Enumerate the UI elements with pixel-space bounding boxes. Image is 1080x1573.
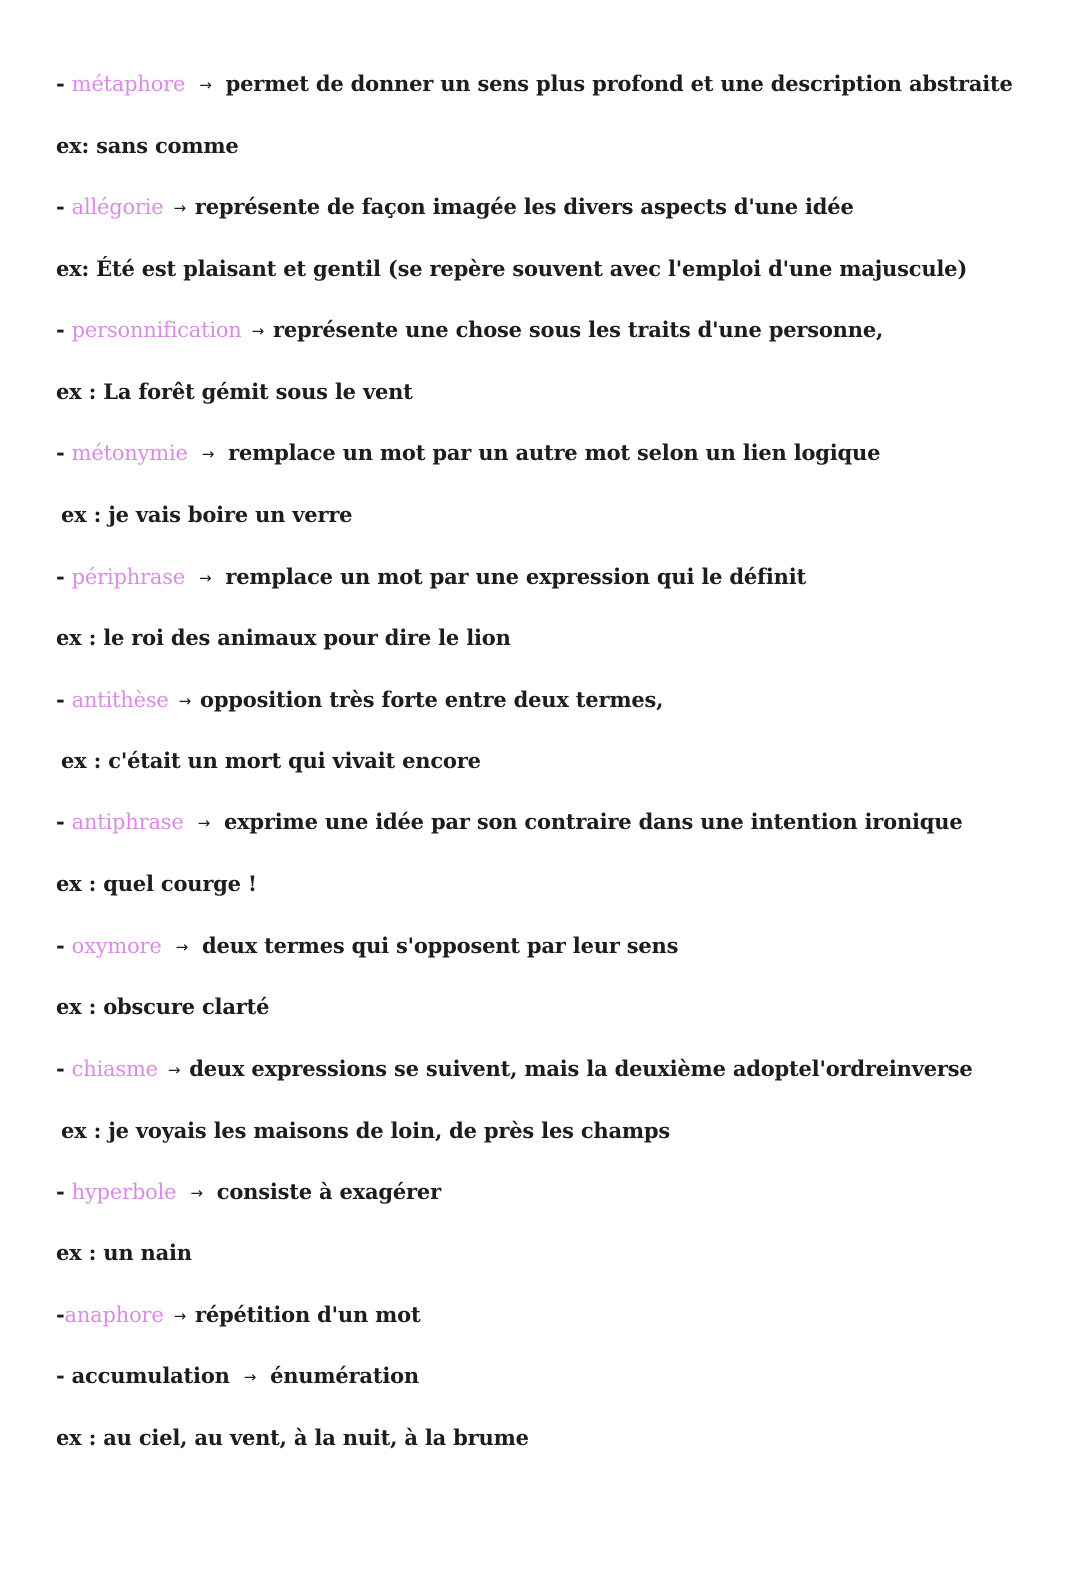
definition-antithese: - antithèse → opposition très forte entre deux termes, <box>56 685 663 716</box>
example-periphrase: ex : le roi des animaux pour dire le lion <box>56 625 511 650</box>
definition-anaphore: -anaphore → répétition d'un mot <box>56 1300 420 1331</box>
definition-text: consiste à exagérer <box>216 1179 441 1204</box>
example-hyperbole: ex : un nain <box>56 1240 192 1265</box>
term-antithese: antithèse <box>71 688 169 712</box>
definition-text: représente de façon imagée les divers aspects d'une idée <box>194 194 854 219</box>
definition-oxymore: - oxymore → deux termes qui s'opposent par leur sens <box>56 931 678 962</box>
arrow-right-icon: → <box>199 76 212 94</box>
definition-text: remplace un mot par un autre mot selon un lien logique <box>228 440 881 465</box>
term-metaphore: métaphore <box>71 72 186 96</box>
definition-text: deux termes qui s'opposent par leur sens <box>202 933 679 958</box>
example-antiphrase: ex : quel courge ! <box>56 871 257 896</box>
definition-text: deux expressions se suivent, mais la deuxième adoptel'ordreinverse <box>189 1056 973 1081</box>
example-antithese: ex : c'était un mort qui vivait encore <box>61 748 481 773</box>
example-personnification: ex : La forêt gémit sous le vent <box>56 379 413 404</box>
definition-text: remplace un mot par une expression qui le définit <box>225 564 806 589</box>
definition-text: permet de donner un sens plus profond et une description abstraite <box>225 71 1013 96</box>
arrow-right-icon: → <box>201 445 215 463</box>
example-accumulation: ex : au ciel, au vent, à la nuit, à la brume <box>56 1425 529 1450</box>
definition-metaphore: - métaphore → permet de donner un sens plus profond et une description abstraite <box>56 69 1013 100</box>
definition-text: exprime une idée par son contraire dans une intention ironique <box>223 809 963 834</box>
term-anaphore: anaphore <box>64 1303 164 1327</box>
term-chiasme: chiasme <box>71 1057 158 1081</box>
definition-text: opposition très forte entre deux termes, <box>200 687 664 712</box>
arrow-right-icon: → <box>251 322 265 340</box>
arrow-right-icon: → <box>197 814 210 832</box>
example-chiasme: ex : je voyais les maisons de loin, de près les champs <box>61 1118 671 1143</box>
example-oxymore: ex : obscure clarté <box>56 994 270 1019</box>
definition-hyperbole: - hyperbole → consiste à exagérer <box>56 1177 441 1208</box>
example-metonymie: ex : je vais boire un verre <box>61 502 353 527</box>
arrow-right-icon: → <box>243 1368 257 1386</box>
definition-text: répétition d'un mot <box>194 1302 421 1327</box>
term-antiphrase: antiphrase <box>71 810 184 834</box>
example-allegorie: ex: Été est plaisant et gentil (se repère souvent avec l'emploi d'une majuscule) <box>56 256 968 281</box>
example-metaphore: ex: sans comme <box>56 133 239 158</box>
term-hyperbole: hyperbole <box>71 1180 177 1204</box>
definition-allegorie: - allégorie → représente de façon imagée les divers aspects d'une idée <box>56 192 854 223</box>
definition-antiphrase: - antiphrase → exprime une idée par son contraire dans une intention ironique <box>56 807 963 838</box>
term-oxymore: oxymore <box>71 934 162 958</box>
definition-periphrase: - périphrase → remplace un mot par une expression qui le définit <box>56 562 806 593</box>
definition-text: énumération <box>270 1363 419 1388</box>
arrow-right-icon: → <box>175 938 188 956</box>
term-periphrase: périphrase <box>71 565 185 589</box>
definition-personnification: - personnification → représente une chose sous les traits d'une personne, <box>56 315 883 346</box>
term-accumulation: - accumulation <box>56 1363 230 1388</box>
term-allegorie: allégorie <box>71 195 164 219</box>
arrow-right-icon: → <box>167 1061 181 1079</box>
term-personnification: personnification <box>71 318 242 342</box>
definition-metonymie: - métonymie → remplace un mot par un autre mot selon un lien logique <box>56 438 880 469</box>
definition-accumulation <box>56 1361 419 1392</box>
arrow-right-icon: → <box>199 569 212 587</box>
arrow-right-icon: → <box>173 1307 186 1325</box>
arrow-right-icon: → <box>178 692 192 710</box>
arrow-right-icon: → <box>173 199 186 217</box>
definition-text: représente une chose sous les traits d'une personne, <box>273 317 884 342</box>
definition-chiasme: - chiasme → deux expressions se suivent, mais la deuxième adoptel'ordreinverse <box>56 1054 973 1085</box>
term-metonymie: métonymie <box>71 441 188 465</box>
arrow-right-icon: → <box>190 1184 203 1202</box>
